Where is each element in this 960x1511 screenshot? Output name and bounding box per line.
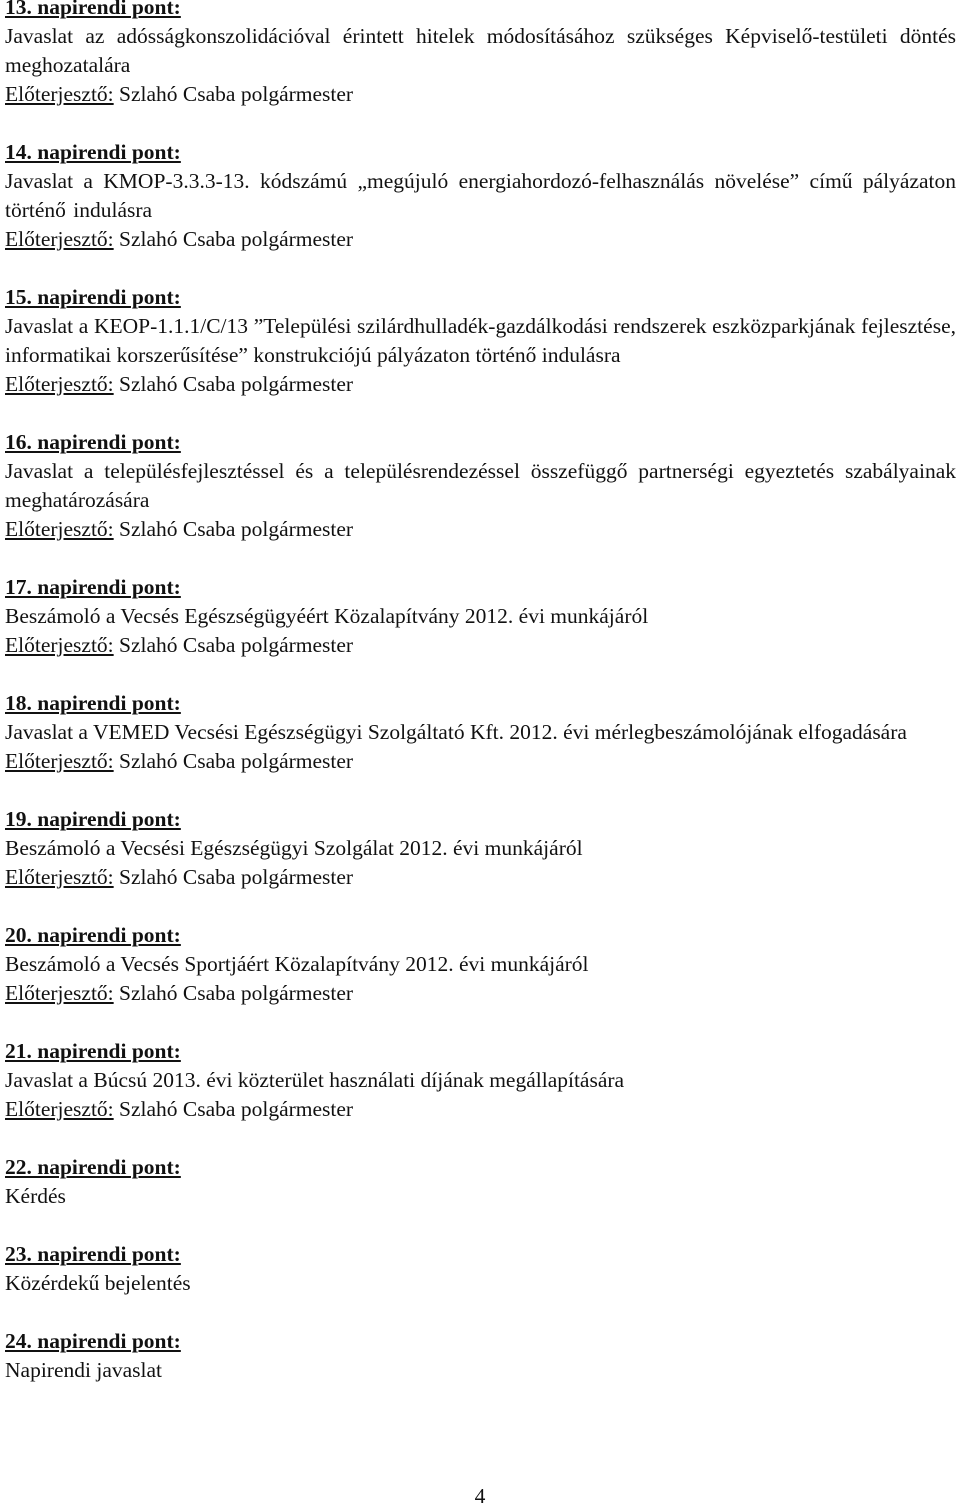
agenda-item-title: Beszámoló a Vecsés Sportjáért Közalapítvány 2012. évi munkájáról xyxy=(5,952,589,976)
agenda-item-20 xyxy=(5,921,956,1008)
agenda-item-19 xyxy=(5,805,956,892)
presenter-name: Szlahó Csaba polgármester xyxy=(113,82,354,106)
agenda-item-title: Javaslat a Búcsú 2013. évi közterület használati díjának megállapítására xyxy=(5,1068,625,1092)
presenter-name: Szlahó Csaba polgármester xyxy=(113,227,354,251)
agenda-item-17 xyxy=(5,573,956,660)
agenda-item-presenter xyxy=(5,1095,956,1124)
agenda-item-24 xyxy=(5,1327,956,1385)
presenter-name: Szlahó Csaba polgármester xyxy=(113,633,354,657)
presenter-label: Előterjesztő: xyxy=(5,749,114,773)
presenter-name: Szlahó Csaba polgármester xyxy=(113,517,354,541)
agenda-item-heading: 15. napirendi pont: xyxy=(5,285,181,309)
agenda-item-heading: 19. napirendi pont: xyxy=(5,807,181,831)
presenter-name: Szlahó Csaba polgármester xyxy=(113,981,354,1005)
agenda-item-heading: 13. napirendi pont: xyxy=(5,0,181,19)
agenda-item-title: Javaslat az adósságkonszolidációval érintett hitelek módosításához szükséges Képviselő-testületi döntés meghozatalára xyxy=(5,24,956,77)
agenda-item-presenter xyxy=(5,370,956,399)
agenda-item-title: Javaslat a VEMED Vecsési Egészségügyi Szolgáltató Kft. 2012. évi mérlegbeszámolójának elfogadására xyxy=(5,720,907,744)
agenda-item-presenter xyxy=(5,863,956,892)
agenda-item-14 xyxy=(5,138,956,254)
agenda-item-title: Kérdés xyxy=(5,1184,66,1208)
document-page xyxy=(5,0,956,1385)
agenda-item-title: Beszámoló a Vecsési Egészségügyi Szolgálat 2012. évi munkájáról xyxy=(5,836,583,860)
agenda-item-heading: 17. napirendi pont: xyxy=(5,575,181,599)
agenda-item-16 xyxy=(5,428,956,544)
agenda-item-heading: 14. napirendi pont: xyxy=(5,140,181,164)
presenter-label: Előterjesztő: xyxy=(5,372,114,396)
agenda-item-23 xyxy=(5,1240,956,1298)
agenda-item-heading: 21. napirendi pont: xyxy=(5,1039,181,1063)
page-number: 4 xyxy=(474,1484,486,1508)
agenda-item-heading: 22. napirendi pont: xyxy=(5,1155,181,1179)
agenda-item-21 xyxy=(5,1037,956,1124)
agenda-item-13 xyxy=(5,0,956,109)
agenda-item-title: Közérdekű bejelentés xyxy=(5,1271,191,1295)
agenda-item-presenter xyxy=(5,515,956,544)
agenda-item-heading: 23. napirendi pont: xyxy=(5,1242,181,1266)
agenda-item-15 xyxy=(5,283,956,399)
agenda-item-presenter xyxy=(5,80,956,109)
agenda-item-heading: 24. napirendi pont: xyxy=(5,1329,181,1353)
presenter-label: Előterjesztő: xyxy=(5,981,114,1005)
presenter-name: Szlahó Csaba polgármester xyxy=(113,1097,354,1121)
agenda-item-title: Javaslat a településfejlesztéssel és a településrendezéssel összefüggő partnerségi egyeztetés szabályainak meghatározására xyxy=(5,459,956,512)
agenda-item-presenter xyxy=(5,747,956,776)
agenda-item-presenter xyxy=(5,225,956,254)
agenda-item-18 xyxy=(5,689,956,776)
presenter-name: Szlahó Csaba polgármester xyxy=(113,865,354,889)
agenda-item-title: Javaslat a KEOP-1.1.1/C/13 ”Települési szilárdhulladék-gazdálkodási rendszerek eszközparkjának fejlesztése, informatikai korszerűsítése” konstrukciójú pályázaton történő indulásra xyxy=(5,314,956,367)
presenter-label: Előterjesztő: xyxy=(5,633,114,657)
presenter-label: Előterjesztő: xyxy=(5,865,114,889)
presenter-label: Előterjesztő: xyxy=(5,1097,114,1121)
agenda-item-title: Beszámoló a Vecsés Egészségügyéért Közalapítvány 2012. évi munkájáról xyxy=(5,604,649,628)
presenter-label: Előterjesztő: xyxy=(5,227,114,251)
presenter-name: Szlahó Csaba polgármester xyxy=(113,372,354,396)
presenter-label: Előterjesztő: xyxy=(5,517,114,541)
agenda-item-22 xyxy=(5,1153,956,1211)
agenda-item-heading: 16. napirendi pont: xyxy=(5,430,181,454)
agenda-item-heading: 18. napirendi pont: xyxy=(5,691,181,715)
agenda-item-title: Napirendi javaslat xyxy=(5,1358,163,1382)
agenda-item-title: Javaslat a KMOP-3.3.3-13. kódszámú „megújuló energiahordozó-felhasználás növelése” című pályázaton történő indulásra xyxy=(5,169,956,222)
agenda-item-presenter xyxy=(5,979,956,1008)
agenda-item-presenter xyxy=(5,631,956,660)
agenda-item-heading: 20. napirendi pont: xyxy=(5,923,181,947)
presenter-name: Szlahó Csaba polgármester xyxy=(113,749,354,773)
presenter-label: Előterjesztő: xyxy=(5,82,114,106)
